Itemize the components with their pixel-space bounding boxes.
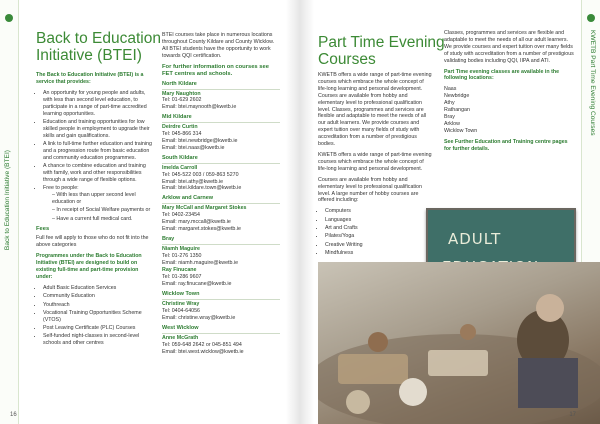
contact-person: Ray Finucane <box>162 267 197 274</box>
list-item: • Art and Crafts <box>325 225 432 232</box>
left-title-line2: Initiative (BTEI) <box>36 47 142 64</box>
left-title-line1: Back to Education <box>36 30 161 47</box>
page-number-left: 16 <box>10 412 17 418</box>
right-title-line2: Courses <box>318 51 376 68</box>
list-item: • A link to full-time further education and training and a progression route from basic education and community education programmes. <box>43 141 156 162</box>
right-title-line1: Part Time Evening <box>318 34 445 51</box>
contact-phone: Tel: 045-522 003 / 059-863 5270 <box>162 171 239 178</box>
list-item: • Creative Writing <box>325 242 432 249</box>
list-item: • Vocational Training Opportunities Scheme (VTOS) <box>43 310 156 324</box>
office-heading: West Wicklow <box>162 325 280 334</box>
btei-intro: BTEI courses take place in numerous locations throughout County Kildare and County Wicklow. All BTEI students have the opportunity to work towards QQI certification. <box>162 32 275 59</box>
list-item: Rathangan <box>444 107 470 114</box>
list-item: • Community Education <box>43 293 156 300</box>
right-column-2 <box>444 30 576 157</box>
intro-paragraph: KWETB offers a wide range of part-time evening courses which embrace the whole concept of life-long learning and personal development. <box>318 151 432 172</box>
contact-person: Christine Wray <box>162 301 200 308</box>
contact-person: Mary McCall and Margaret Stokes <box>162 205 247 212</box>
right-column-1 <box>318 72 432 261</box>
locations-heading: Part Time evening classes are available in the following locations: <box>444 68 560 82</box>
left-page-title <box>36 30 161 64</box>
green-dot-marker <box>587 14 595 22</box>
contact-email[interactable]: Email: btei.athy@kwetb.ie <box>162 178 224 185</box>
contact-email[interactable]: Email: btei.kildare.town@kwetb.ie <box>162 185 242 192</box>
list-item: • Mindfulness <box>325 250 432 257</box>
validating-paragraph: Classes, programmes and services are flexible and adaptable to meet the needs of all our adult learners. We provide courses and expert tuition over many fields of study with accreditation from a number of prestigious validating bodies including QQI, IIPA and ATI. <box>444 30 574 64</box>
contact-phone: Tel: 01-286 9607 <box>162 274 202 281</box>
list-item: • Education and training opportunities for low skilled people in employment to upgrade their skills and gain qualifications. <box>43 119 156 140</box>
list-item: Bray <box>444 113 455 120</box>
contact-email[interactable]: Email: ray.finucane@kwetb.ie <box>162 281 232 288</box>
contact-person: Anne McGrath <box>162 334 199 341</box>
classroom-illustration <box>318 262 600 424</box>
see-further-note: See Further Education and Training centre pages for further details. <box>444 138 568 152</box>
contact-email[interactable]: Email: mary.mccall@kwetb.ie <box>162 219 231 226</box>
list-item: • Self-funded night-classes in second-level schools and other centres <box>43 333 156 347</box>
green-dot-marker <box>5 14 13 22</box>
right-page <box>300 0 600 424</box>
intro-paragraph: Courses are available from hobby and elementary level to professional qualification level. A large number of hobby courses are offered including: <box>318 176 422 204</box>
contact-phone: Tel: 045-866 314 <box>162 131 202 138</box>
offices-list <box>162 81 280 356</box>
contact-email[interactable]: Email: niamh.maguire@kwetb.ie <box>162 259 239 266</box>
list-item: • Adult Basic Education Services <box>43 285 156 292</box>
office-heading: Wicklow Town <box>162 291 280 300</box>
locations-list <box>444 86 576 134</box>
list-item: Arklow <box>444 120 460 127</box>
contact-phone: Tel: 01-629 2602 <box>162 97 202 104</box>
free-to-label: Free to people: <box>43 185 79 192</box>
list-item: • Post Leaving Certificate (PLC) Courses <box>43 325 156 332</box>
fees-text: Full fee will apply to those who do not fit into the above categories <box>36 235 149 249</box>
list-item: – In receipt of Social Welfare payments or <box>52 207 156 214</box>
contact-email[interactable]: Email: btei.naas@kwetb.ie <box>162 144 225 151</box>
contact-phone: Tel: 059-648 2642 or 045-851 494 <box>162 341 242 348</box>
list-item: – Have a current full medical card. <box>52 216 156 223</box>
list-item: Naas <box>444 86 457 93</box>
office-heading: Arklow and Carnew <box>162 195 280 204</box>
provides-list <box>36 90 156 223</box>
board-text-line1: ADULT <box>448 230 502 248</box>
list-item: Wicklow Town <box>444 127 478 134</box>
left-side-tab <box>0 0 19 424</box>
office-heading: Mid Kildare <box>162 114 280 123</box>
contact-email[interactable]: Email: btei.west.wicklow@kwetb.ie <box>162 348 244 355</box>
page-gutter <box>286 0 314 424</box>
intro-paragraph: KWETB offers a wide range of part-time evening courses which embrace the whole concept of life-long learning and personal development. Courses are available from hobby and elementary level to professional qualification level. Classes, programmes and services are flexible and adaptable to meet the needs of all our adult learners. We provide courses and expert tuition over many fields of study with accreditation from a number of prestigious bodies. <box>318 72 432 148</box>
list-item: • Pilates/Yoga <box>325 233 432 240</box>
further-info-heading: For further information on courses see FET centres and schools. <box>162 63 269 77</box>
contact-person: Niamh Maguire <box>162 245 200 252</box>
contact-email[interactable]: Email: christine.wray@kwetb.ie <box>162 314 236 321</box>
classroom-photo <box>318 262 600 424</box>
fees-heading: Fees <box>36 226 50 233</box>
list-item: • An opportunity for young people and adults, with less than second level education, to participate in a range of part-time accredited learning opportunities. <box>43 90 156 118</box>
free-to-list <box>43 192 156 222</box>
right-page-title <box>318 34 445 68</box>
contact-email[interactable]: Email: btei.newbridge@kwetb.ie <box>162 137 238 144</box>
office-heading: North Kildare <box>162 81 280 90</box>
page-number-right: 17 <box>569 412 576 418</box>
left-column-1 <box>36 72 156 351</box>
list-item: – With less than upper second level education or <box>52 192 156 206</box>
intro-heading: The Back to Education Initiative (BTEI) is a service that provides: <box>36 72 144 85</box>
contact-person: Imelda Carroll <box>162 164 198 171</box>
left-side-label: Back to Education Initiative (BTEI) <box>4 150 11 251</box>
list-item: Athy <box>444 100 455 107</box>
contact-email[interactable]: Email: btei.maynooth@kwetb.ie <box>162 104 237 111</box>
list-item <box>43 185 156 222</box>
list-item: • Youthreach <box>43 302 156 309</box>
contact-person: Mary Naughton <box>162 90 201 97</box>
contact-person: Deirdre Curtin <box>162 124 198 131</box>
office-heading: South Kildare <box>162 155 280 164</box>
list-item: Newbridge <box>444 93 470 100</box>
list-item: • Computers <box>325 208 432 215</box>
contact-phone: Tel: 01-276 1350 <box>162 252 202 259</box>
hobbies-list <box>318 208 432 256</box>
office-heading: Bray <box>162 236 280 245</box>
programmes-heading: Programmes under the Back to Education Initiative (BTEI) are designed to build on existing full-time and part-time provision under: <box>36 253 142 280</box>
list-item: • A chance to combine education and training with family, work and other responsibilities through a wide range of flexible options. <box>43 163 156 184</box>
contact-phone: Tel: 0402-23454 <box>162 212 200 219</box>
left-column-2 <box>162 32 280 355</box>
programmes-list <box>36 285 156 347</box>
list-item: • Languages <box>325 217 432 224</box>
contact-email[interactable]: Email: margaret.stokes@kwetb.ie <box>162 225 241 232</box>
right-side-label: KWETB Part Time Evening Courses <box>589 30 596 136</box>
contact-phone: Tel: 0404-64056 <box>162 308 200 314</box>
